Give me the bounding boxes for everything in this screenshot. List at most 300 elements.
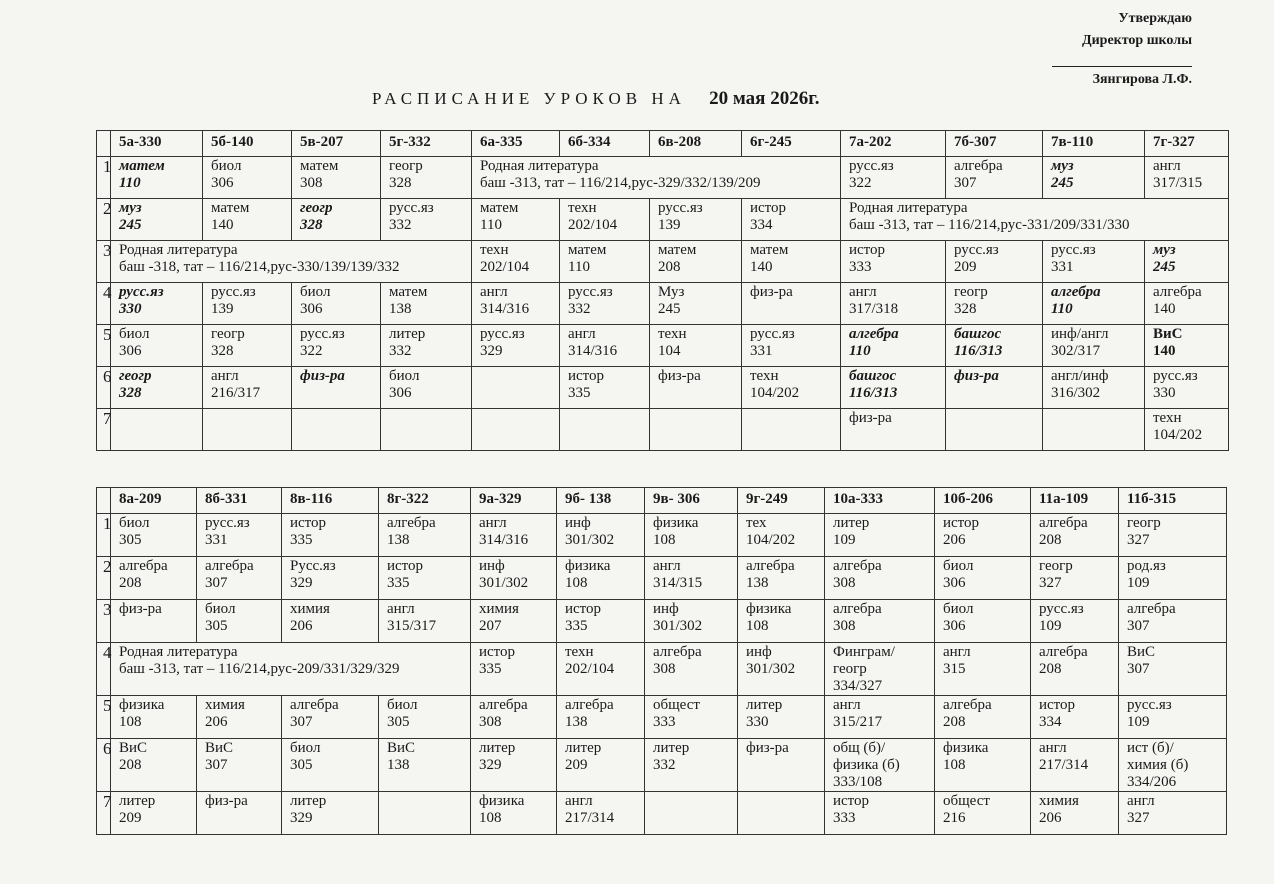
lesson-cell — [738, 643, 825, 696]
class-header: 8в-116 — [282, 488, 379, 514]
lesson-cell — [197, 600, 282, 643]
subject-text: геогр — [1127, 515, 1161, 531]
subject-text: алгебра — [1039, 515, 1088, 531]
room-text: 104/202 — [1153, 427, 1203, 443]
lesson-cell — [645, 739, 738, 792]
subject-text: матем — [658, 242, 697, 258]
room-text: 202/104 — [568, 217, 618, 233]
lesson-cell — [946, 241, 1043, 283]
room-text: физика (б) — [833, 757, 900, 773]
lesson-cell — [111, 696, 197, 739]
lesson-cell — [472, 199, 560, 241]
lesson-cell — [1043, 367, 1145, 409]
room-text: 306 — [211, 175, 234, 191]
room-text: 217/314 — [1039, 757, 1089, 773]
table-row — [97, 325, 1229, 367]
lesson-cell — [560, 325, 650, 367]
room-text: 306 — [300, 301, 323, 317]
lesson-cell — [282, 514, 379, 557]
lesson-cell — [742, 409, 841, 451]
lesson-cell — [471, 739, 557, 792]
class-header: 6в-208 — [650, 131, 742, 157]
subject-text: матем — [568, 242, 607, 258]
lesson-cell — [560, 367, 650, 409]
room-text: 109 — [1039, 618, 1062, 634]
lesson-cell — [1119, 600, 1227, 643]
subject-text: алгебра — [1127, 601, 1176, 617]
lesson-number: 6 — [97, 367, 111, 409]
lesson-cell — [1043, 157, 1145, 199]
room-text: баш -318, тат – 116/214,рус-330/139/139/332 — [119, 259, 400, 275]
subject-text: матем — [389, 284, 428, 300]
subject-text: инф — [565, 515, 591, 531]
class-header: 9а-329 — [471, 488, 557, 514]
room-text: баш -313, тат – 116/214,рус-209/331/329/329 — [119, 661, 400, 677]
lesson-cell — [825, 739, 935, 792]
lesson-cell — [935, 600, 1031, 643]
class-header: 9в- 306 — [645, 488, 738, 514]
subject-text: ВиС — [205, 740, 234, 756]
table-row — [97, 157, 1229, 199]
room-text: химия (б) — [1127, 757, 1189, 773]
lesson-cell — [472, 241, 560, 283]
room-text: 317/318 — [849, 301, 899, 317]
lesson-cell — [1043, 409, 1145, 451]
approval-signature-name: Зянгирова Л.Ф. — [1052, 66, 1192, 91]
lesson-number: 5 — [97, 696, 111, 739]
room-text: 216 — [943, 810, 966, 826]
room-text: 208 — [119, 575, 142, 591]
lesson-cell — [111, 514, 197, 557]
subject-text: геогр — [389, 158, 423, 174]
subject-text: русс.яз — [1153, 368, 1198, 384]
room-text: 307 — [205, 757, 228, 773]
lesson-cell — [381, 409, 472, 451]
subject-text: техн — [480, 242, 509, 258]
room-text: 209 — [565, 757, 588, 773]
subject-text: ист (б)/ — [1127, 740, 1174, 756]
room-text: 314/315 — [653, 575, 703, 591]
lesson-cell — [203, 199, 292, 241]
room-text: 330 — [1153, 385, 1176, 401]
lesson-number: 1 — [97, 157, 111, 199]
table-row — [97, 241, 1229, 283]
lesson-cell — [650, 241, 742, 283]
subject-text: техн — [565, 644, 594, 660]
subject-text: алгебра — [1051, 284, 1101, 300]
room-text: 108 — [479, 810, 502, 826]
room-text: 334 — [750, 217, 773, 233]
room-text: 315/217 — [833, 714, 883, 730]
lesson-cell — [379, 514, 471, 557]
room-text: 307 — [205, 575, 228, 591]
room-text: 332 — [389, 217, 412, 233]
lesson-cell — [1145, 409, 1229, 451]
room-text: 108 — [746, 618, 769, 634]
lesson-cell — [946, 283, 1043, 325]
lesson-cell — [471, 792, 557, 835]
lesson-cell — [650, 367, 742, 409]
subject-text: техн — [658, 326, 687, 342]
room-text: 140 — [1153, 301, 1176, 317]
subject-text: алгебра — [849, 326, 899, 342]
lesson-cell — [111, 792, 197, 835]
room-text: 206 — [1039, 810, 1062, 826]
subject-text: алгебра — [119, 558, 168, 574]
room-text: 104 — [658, 343, 681, 359]
subject-text: матем — [119, 158, 165, 174]
subject-text: алгебра — [479, 697, 528, 713]
lesson-cell — [381, 157, 472, 199]
class-header: 7а-202 — [841, 131, 946, 157]
room-text: 329 — [290, 575, 313, 591]
lesson-cell — [1031, 557, 1119, 600]
subject-text: русс.яз — [205, 515, 250, 531]
subject-text: русс.яз — [658, 200, 703, 216]
subject-text: род.яз — [1127, 558, 1166, 574]
lesson-cell — [111, 157, 203, 199]
lesson-cell — [560, 409, 650, 451]
subject-text: литер — [119, 793, 156, 809]
lesson-cell — [111, 600, 197, 643]
lesson-cell — [825, 792, 935, 835]
table-row — [97, 792, 1227, 835]
subject-text: биол — [300, 284, 331, 300]
subject-text: русс.яз — [300, 326, 345, 342]
subject-text: Родная литература — [119, 644, 238, 660]
room-text: 308 — [479, 714, 502, 730]
subject-text: англ — [479, 515, 507, 531]
room-text: 301/302 — [746, 661, 796, 677]
subject-text: алгебра — [565, 697, 614, 713]
class-header: 6б-334 — [560, 131, 650, 157]
subject-text: физ-ра — [750, 284, 793, 300]
room-text: 216/317 — [211, 385, 261, 401]
subject-text: муз — [1153, 242, 1176, 258]
lesson-cell — [292, 409, 381, 451]
subject-text: физика — [119, 697, 165, 713]
approval-label: Утверждаю — [1118, 11, 1192, 26]
subject-text: матем — [750, 242, 789, 258]
lesson-cell — [1031, 696, 1119, 739]
room-text: 202/104 — [565, 661, 615, 677]
subject-text: англ — [387, 601, 415, 617]
subject-text: алгебра — [833, 601, 882, 617]
lesson-cell — [1119, 514, 1227, 557]
room-text: геогр — [833, 661, 867, 677]
lesson-cell — [650, 199, 742, 241]
room-text: 330 — [119, 301, 142, 317]
lesson-cell — [203, 325, 292, 367]
room-text: 334/206 — [1127, 774, 1177, 790]
subject-text: техн — [568, 200, 597, 216]
subject-text: физ-ра — [954, 368, 999, 384]
subject-text: англ/инф — [1051, 368, 1109, 384]
lesson-cell — [935, 696, 1031, 739]
lesson-cell — [841, 367, 946, 409]
class-header: 10а-333 — [825, 488, 935, 514]
lesson-cell — [472, 325, 560, 367]
subject-text: алгебра — [746, 558, 795, 574]
class-header: 6а-335 — [472, 131, 560, 157]
lesson-cell — [742, 283, 841, 325]
room-text: 308 — [653, 661, 676, 677]
subject-text: биол — [119, 515, 150, 531]
room-text: 334 — [1039, 714, 1062, 730]
room-text: 109 — [1127, 714, 1150, 730]
room-text: 301/302 — [653, 618, 703, 634]
room-text: 328 — [954, 301, 977, 317]
room-text: 116/313 — [954, 343, 1003, 359]
room-text: 110 — [480, 217, 502, 233]
lesson-number: 5 — [97, 325, 111, 367]
subject-text: истор — [833, 793, 870, 809]
subject-text: биол — [119, 326, 150, 342]
room-text: 314/316 — [568, 343, 618, 359]
lesson-cell — [379, 696, 471, 739]
lesson-cell — [738, 696, 825, 739]
room-text: баш -313, тат – 116/214,рус-331/209/331/330 — [849, 217, 1130, 233]
subject-text: ВиС — [387, 740, 416, 756]
subject-text: истор — [387, 558, 424, 574]
class-header: 11б-315 — [1119, 488, 1227, 514]
class-header: 5б-140 — [203, 131, 292, 157]
subject-text: геогр — [119, 368, 152, 384]
subject-text: литер — [565, 740, 602, 756]
subject-text: англ — [480, 284, 508, 300]
subject-text: физ-ра — [849, 410, 892, 426]
room-text: 333/108 — [833, 774, 883, 790]
subject-text: химия — [1039, 793, 1079, 809]
subject-text: алгебра — [290, 697, 339, 713]
room-text: 333 — [849, 259, 872, 275]
merged-lesson-cell — [841, 199, 1229, 241]
room-text: 301/302 — [565, 532, 615, 548]
subject-text: тех — [746, 515, 767, 531]
lesson-cell — [379, 792, 471, 835]
subject-text: физ-ра — [300, 368, 345, 384]
lesson-cell — [738, 792, 825, 835]
lesson-cell — [1043, 325, 1145, 367]
lesson-cell — [471, 696, 557, 739]
room-text: 328 — [300, 217, 323, 233]
subject-text: геогр — [211, 326, 245, 342]
subject-text: инф — [653, 601, 679, 617]
lesson-cell — [471, 643, 557, 696]
lesson-number: 3 — [97, 600, 111, 643]
lesson-cell — [650, 409, 742, 451]
room-text: 109 — [1127, 575, 1150, 591]
room-text: баш -313, тат – 116/214,рус-329/332/139/209 — [480, 175, 761, 191]
lesson-cell — [557, 643, 645, 696]
room-text: 307 — [1127, 618, 1150, 634]
subject-text: алгебра — [833, 558, 882, 574]
lesson-cell — [203, 283, 292, 325]
subject-text: Финграм/ — [833, 644, 895, 660]
room-text: 322 — [849, 175, 872, 191]
subject-text: общест — [943, 793, 990, 809]
lesson-cell — [841, 325, 946, 367]
room-text: 245 — [119, 217, 142, 233]
subject-text: биол — [205, 601, 236, 617]
subject-text: русс.яз — [119, 284, 164, 300]
lesson-cell — [645, 600, 738, 643]
lesson-number: 6 — [97, 739, 111, 792]
lesson-number: 2 — [97, 557, 111, 600]
room-text: 315 — [943, 661, 966, 677]
lesson-cell — [1031, 643, 1119, 696]
subject-text: Родная литература — [119, 242, 238, 258]
subject-text: русс.яз — [389, 200, 434, 216]
lesson-cell — [935, 792, 1031, 835]
room-text: 110 — [568, 259, 590, 275]
room-text: 306 — [389, 385, 412, 401]
room-text: 306 — [943, 575, 966, 591]
room-text: 334/327 — [833, 678, 883, 694]
lesson-cell — [282, 557, 379, 600]
subject-text: ВиС — [1127, 644, 1156, 660]
room-text: 335 — [568, 385, 591, 401]
room-text: 139 — [211, 301, 234, 317]
table-header-row — [97, 488, 1227, 514]
lesson-cell — [1145, 283, 1229, 325]
subject-text: русс.яз — [568, 284, 613, 300]
subject-text: англ — [653, 558, 681, 574]
room-text: 116/313 — [849, 385, 898, 401]
lesson-cell — [111, 325, 203, 367]
lesson-cell — [742, 241, 841, 283]
room-text: 245 — [1051, 175, 1074, 191]
room-text: 307 — [290, 714, 313, 730]
lesson-cell — [841, 157, 946, 199]
lesson-cell — [557, 696, 645, 739]
lesson-cell — [841, 241, 946, 283]
lesson-cell — [738, 600, 825, 643]
subject-text: литер — [833, 515, 870, 531]
lesson-cell — [645, 643, 738, 696]
room-text: 138 — [746, 575, 769, 591]
subject-text: англ — [1039, 740, 1067, 756]
room-text: 245 — [1153, 259, 1176, 275]
lesson-cell — [557, 739, 645, 792]
subject-text: литер — [479, 740, 516, 756]
room-text: 208 — [658, 259, 681, 275]
room-text: 329 — [290, 810, 313, 826]
subject-text: матем — [211, 200, 250, 216]
subject-text: истор — [750, 200, 787, 216]
subject-text: биол — [389, 368, 420, 384]
subject-text: истор — [1039, 697, 1076, 713]
lesson-cell — [1145, 241, 1229, 283]
merged-lesson-cell — [111, 241, 472, 283]
lesson-cell — [946, 409, 1043, 451]
room-text: 206 — [943, 532, 966, 548]
lesson-cell — [197, 739, 282, 792]
lesson-cell — [738, 514, 825, 557]
class-header: 7в-110 — [1043, 131, 1145, 157]
table-row — [97, 696, 1227, 739]
lesson-cell — [379, 600, 471, 643]
lesson-cell — [471, 600, 557, 643]
table-row — [97, 409, 1229, 451]
subject-text: русс.яз — [211, 284, 256, 300]
room-text: 206 — [205, 714, 228, 730]
subject-text: Муз — [658, 284, 685, 300]
lesson-cell — [1031, 792, 1119, 835]
lesson-cell — [472, 367, 560, 409]
table-row — [97, 557, 1227, 600]
lesson-cell — [650, 325, 742, 367]
room-text: 335 — [290, 532, 313, 548]
lesson-cell — [946, 367, 1043, 409]
header-corner-cell — [97, 131, 111, 157]
lesson-cell — [1119, 557, 1227, 600]
subject-text: геогр — [300, 200, 333, 216]
subject-text: физ-ра — [658, 368, 701, 384]
subject-text: англ — [1127, 793, 1155, 809]
lesson-cell — [1145, 325, 1229, 367]
lesson-cell — [282, 696, 379, 739]
room-text: 328 — [211, 343, 234, 359]
table-row — [97, 514, 1227, 557]
lesson-cell — [1043, 241, 1145, 283]
subject-text: алгебра — [1039, 644, 1088, 660]
subject-text: русс.яз — [1127, 697, 1172, 713]
subject-text: англ — [943, 644, 971, 660]
room-text: 207 — [479, 618, 502, 634]
subject-text: русс.яз — [1039, 601, 1084, 617]
lesson-cell — [935, 557, 1031, 600]
lesson-cell — [935, 514, 1031, 557]
subject-text: русс.яз — [480, 326, 525, 342]
subject-text: общест — [653, 697, 700, 713]
room-text: 140 — [750, 259, 773, 275]
room-text: 206 — [290, 618, 313, 634]
lesson-cell — [282, 792, 379, 835]
room-text: 329 — [480, 343, 503, 359]
subject-text: литер — [746, 697, 783, 713]
room-text: 330 — [746, 714, 769, 730]
room-text: 110 — [849, 343, 871, 359]
class-header: 11а-109 — [1031, 488, 1119, 514]
lesson-cell — [645, 792, 738, 835]
lesson-number: 4 — [97, 643, 111, 696]
room-text: 306 — [943, 618, 966, 634]
room-text: 108 — [565, 575, 588, 591]
subject-text: матем — [480, 200, 519, 216]
lesson-cell — [742, 367, 841, 409]
class-header: 5г-332 — [381, 131, 472, 157]
subject-text: общ (б)/ — [833, 740, 886, 756]
lesson-cell — [282, 600, 379, 643]
lesson-cell — [946, 325, 1043, 367]
lesson-cell — [111, 367, 203, 409]
room-text: 307 — [1127, 661, 1150, 677]
subject-text: русс.яз — [849, 158, 894, 174]
lesson-cell — [292, 325, 381, 367]
room-text: 331 — [1051, 259, 1074, 275]
approval-position: Директор школы — [1081, 33, 1192, 48]
subject-text: биол — [290, 740, 321, 756]
room-text: 305 — [387, 714, 410, 730]
class-header: 5в-207 — [292, 131, 381, 157]
subject-text: литер — [653, 740, 690, 756]
room-text: 308 — [833, 618, 856, 634]
room-text: 104/202 — [750, 385, 800, 401]
room-text: 333 — [833, 810, 856, 826]
table-row — [97, 283, 1229, 325]
lesson-number: 1 — [97, 514, 111, 557]
